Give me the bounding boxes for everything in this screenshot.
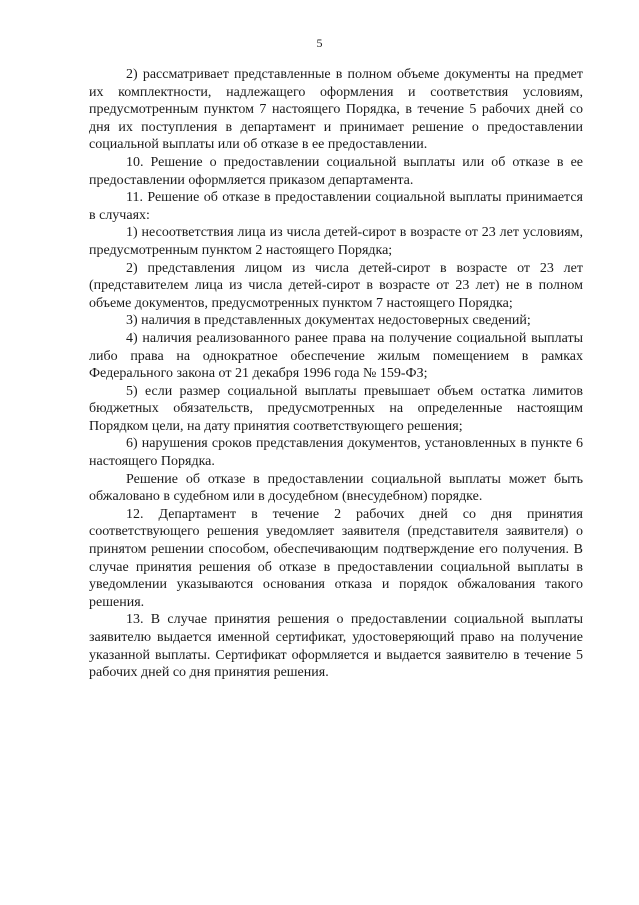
paragraph-13: 13. В случае принятия решения о предоставлении социальной выплаты заявителю выдается именной сертификат, удостоверяющий право на получение указанной выплаты. Сертификат оформляется и выдается заявителю в течение 5 рабочих дней со дня принятия решения. — [89, 612, 583, 681]
paragraph-11-item-5: 5) если размер социальной выплаты превышает объем остатка лимитов бюджетных обязательств, предусмотренных на определенные настоящим Порядком цели, на дату принятия соответствующего решения; — [89, 383, 583, 434]
paragraph-11-item-4: 4) наличия реализованного ранее права на получение социальной выплаты либо права на однократное обеспечение жилым помещением в рамках Федерального закона от 21 декабря 1996 года № 159-ФЗ; — [89, 330, 583, 382]
paragraph-subitem-2: 2) рассматривает представленные в полном объеме документы на предмет их комплектности, надлежащего оформления и соответствия условиям, предусмотренным пунктом 7 настоящего Порядка, в течение 5 рабочих дней со дня их поступления в департамент и принимает решение о предоставлении социальной выплаты или об отказе в ее предоставлении. — [89, 67, 583, 153]
paragraph-12: 12. Департамент в течение 2 рабочих дней со дня принятия соответствующего решения уведомляет заявителя (представителя заявителя) о принятом решении способом, обеспечивающим подтверждение его получения. В случае принятия решения об отказе в предоставлении социальной выплаты в уведомлении указываются основания отказа и порядок обжалования такого решения. — [89, 506, 583, 610]
paragraph-10: 10. Решение о предоставлении социальной выплаты или об отказе в ее предоставлении оформляется приказом департамента. — [89, 154, 583, 188]
paragraph-11-item-6: 6) нарушения сроков представления документов, установленных в пункте 6 настоящего Порядка. — [89, 436, 583, 470]
document-body — [89, 66, 583, 682]
paragraph-11-item-2: 2) представления лицом из числа детей-сирот в возрасте от 23 лет (представителем лица из числа детей-сирот в возрасте от 23 лет) не в полном объеме документов, предусмотренных пунктом 7 настоящего Порядка; — [89, 260, 583, 311]
paragraph-11: 11. Решение об отказе в предоставлении социальной выплаты принимается в случаях: — [89, 190, 583, 223]
paragraph-appeal: Решение об отказе в предоставлении социальной выплаты может быть обжаловано в судебном или в досудебном (внесудебном) порядке. — [89, 471, 583, 505]
page-number: 5 — [316, 36, 323, 50]
paragraph-11-item-1: 1) несоответствия лица из числа детей-сирот в возрасте от 23 лет условиям, предусмотренным пунктом 2 настоящего Порядка; — [89, 225, 583, 258]
paragraph-11-item-3: 3) наличия в представленных документах недостоверных сведений; — [126, 313, 531, 329]
